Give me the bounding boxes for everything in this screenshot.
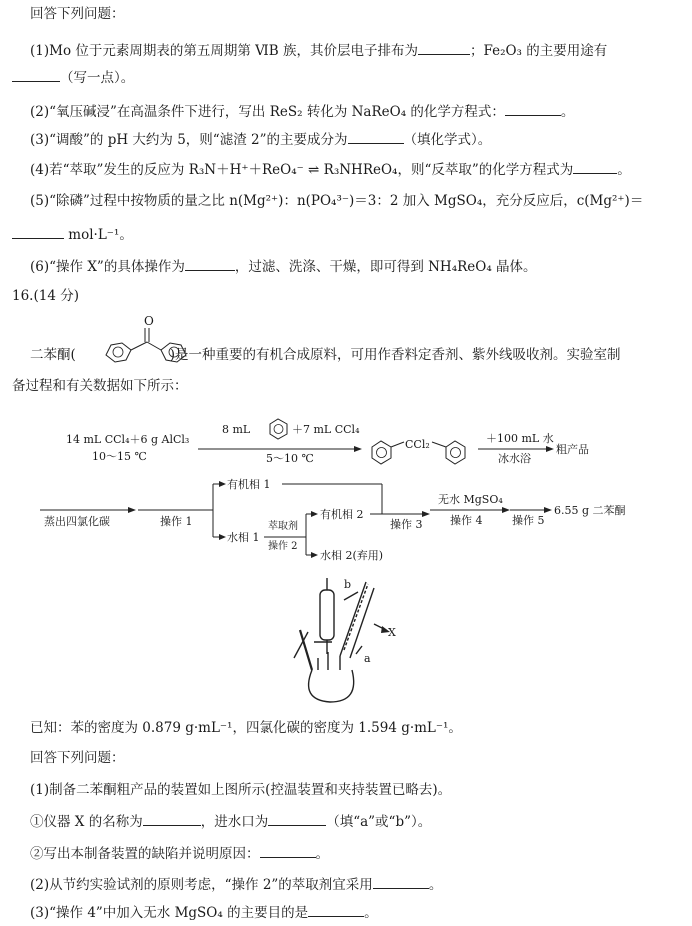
scheme-reagents-left: 14 mL CCl₄＋6 g AlCl₃ [66,433,190,446]
benzene-ring-right [161,343,186,362]
p1a-text-b: ，进水口为 [200,814,269,830]
q5-blank[interactable] [12,224,64,239]
q16-intro-a: 二苯酮( [30,347,76,363]
q1-text-c: （写一点）。 [60,70,135,86]
q1-text-b: ；Fe₂O₃ 的主要用途有 [469,43,608,59]
benzophenone-structure [98,312,194,368]
process-scheme [0,400,692,568]
q6-line [30,256,537,277]
q1-text: (1)Mo 位于元素周期表的第五周期第 ⅥB 族，其价层电子排布为 [30,43,418,59]
q2-line: (2)“氧压碱浸”在高温条件下进行，写出 ReS₂ 转化为 NaReO₄ 的化学方程式： 。 [30,101,574,122]
scheme-organic-phase-1: 有机相 1 [227,478,271,491]
p1b-line: ②写出本制备装置的缺陷并说明原因： 。 [30,843,329,864]
three-neck-flask [309,670,354,702]
port-b-label: b [344,578,352,591]
p3-text: (3)“操作 4”中加入无水 MgSO₄ 的主要目的是 [30,905,309,921]
q3-text-b: （填化学式）。 [403,132,492,148]
p1b-text: ②写出本制备装置的缺陷并说明原因： [30,846,260,862]
intro2-text: 回答下列问题： [30,750,125,766]
scheme-arrowhead-1 [354,446,362,452]
p1a-blank-1[interactable] [143,811,201,826]
q4-line: (4)若“萃取”发生的反应为 R₃N＋H⁺＋ReO₄⁻ ⇌ R₃NHReO₄，则“反萃取”的化学方程式为 。 [30,159,631,180]
q16-heading-text: 16.(14 分) [12,288,79,304]
q6-text: (6)“操作 X”的具体操作为 [30,259,185,275]
p1a-blank-2[interactable] [268,811,326,826]
q5-line-2 [12,224,133,245]
dropping-funnel [320,590,334,640]
intro-text: 回答下列问题： [30,6,125,22]
q3-line [30,129,491,150]
scheme-op3: 操作 3 [390,518,423,531]
p2-line: (2)从节约实验试剂的原则考虑，“操作 2”的萃取剂宜采用 。 [30,874,442,895]
scheme-aqueous-phase-2: 水相 2(弃用) [320,549,384,562]
p3-line: (3)“操作 4”中加入无水 MgSO₄ 的主要目的是 。 [30,902,378,923]
dichlorodiphenylmethane-structure [372,438,465,464]
scheme-add-ccl4: ＋7 mL CCl₄ [292,423,360,436]
p2-text: (2)从节约实验试剂的原则考虑，“操作 2”的萃取剂宜采用 [30,877,373,893]
scheme-mgso4: 无水 MgSO₄ [438,493,503,506]
q4-blank[interactable] [573,159,617,174]
q5-text-b: mol·L⁻¹。 [68,227,133,243]
port-a-label: a [364,652,371,665]
p1b-blank[interactable] [260,843,316,858]
scheme-ice-bath: 冰水浴 [498,452,531,465]
scheme-extractant: 萃取剂 [268,521,298,532]
scheme-add-water: ＋100 mL 水 [486,432,554,445]
oxygen-atom: O [144,314,154,328]
benzene-ring-reagent [270,419,287,439]
scheme-crude-product: 粗产品 [556,443,589,456]
scheme-op2: 操作 2 [268,541,298,552]
known-line [30,718,462,738]
q16-intro-line-2 [12,376,188,396]
q16-heading [12,286,79,306]
scheme-op4: 操作 4 [450,514,483,527]
p1-text: (1)制备二苯酮粗产品的装置如上图所示(控温装置和夹持装置已略去)。 [30,782,452,798]
q1-blank-1[interactable] [418,40,470,55]
scheme-organic-phase-2: 有机相 2 [320,508,364,521]
scheme-op1: 操作 1 [160,515,193,528]
q5-text: (5)“除磷”过程中按物质的量之比 n(Mg²⁺)：n(PO₄³⁻)＝3：2 加入 MgSO₄，充分反应后，c(Mg²⁺)＝ [30,193,644,209]
scheme-temp-mid: 5～10 ℃ [266,452,314,465]
p1-line [30,780,451,800]
q6-blank[interactable] [185,256,235,271]
q6-text-b: ，过滤、洗涤、干燥，即可得到 NH₄ReO₄ 晶体。 [234,259,537,275]
scheme-arrowhead-2 [546,446,554,452]
apparatus-drawing [270,570,410,710]
condenser-x [340,582,366,656]
p3-blank[interactable] [308,902,364,917]
q1-blank-2[interactable] [12,67,60,82]
q1-line [30,40,607,61]
q2-blank[interactable] [505,101,561,116]
scheme-product: 6.55 g 二苯酮 [554,504,626,517]
q16-intro-c: 备过程和有关数据如下所示： [12,378,188,394]
q3-blank[interactable] [348,129,404,144]
scheme-temp-left: 10～15 ℃ [92,450,147,463]
benzene-ring-left [106,343,131,362]
scheme-add-benzene: 8 mL [222,423,251,436]
intermediate-label: CCl₂ [405,438,430,451]
q1-line-2 [12,67,134,88]
p1a-text-c: （填“a”或“b”）。 [326,814,432,830]
q5-line [30,191,643,211]
known-text: 已知：苯的密度为 0.879 g·mL⁻¹，四氯化碳的密度为 1.594 g·mL⁻¹。 [30,720,462,736]
intro2-line [30,748,125,768]
p1a-line [30,811,431,832]
scheme-aqueous-phase-1: 水相 1 [227,531,260,544]
scheme-distill: 蒸出四氯化碳 [44,515,110,528]
q16-intro-b: )是一种重要的有机合成原料，可用作香料定香剂、紫外线吸收剂。实验室制 [169,347,621,363]
p1a-text: ①仪器 X 的名称为 [30,814,143,830]
label-x: X [388,626,396,639]
p2-blank[interactable] [373,874,429,889]
q4-text: (4)若“萃取”发生的反应为 R₃N＋H⁺＋ReO₄⁻ ⇌ R₃NHReO₄，则“反萃取”的化学方程式为 [30,162,574,178]
q3-text: (3)“调酸”的 pH 大约为 5，则“滤渣 2”的主要成分为 [30,132,348,148]
scheme-op5: 操作 5 [512,514,545,527]
q2-text: (2)“氧压碱浸”在高温条件下进行，写出 ReS₂ 转化为 NaReO₄ 的化学方程式： [30,104,505,120]
intro-line [30,4,125,24]
